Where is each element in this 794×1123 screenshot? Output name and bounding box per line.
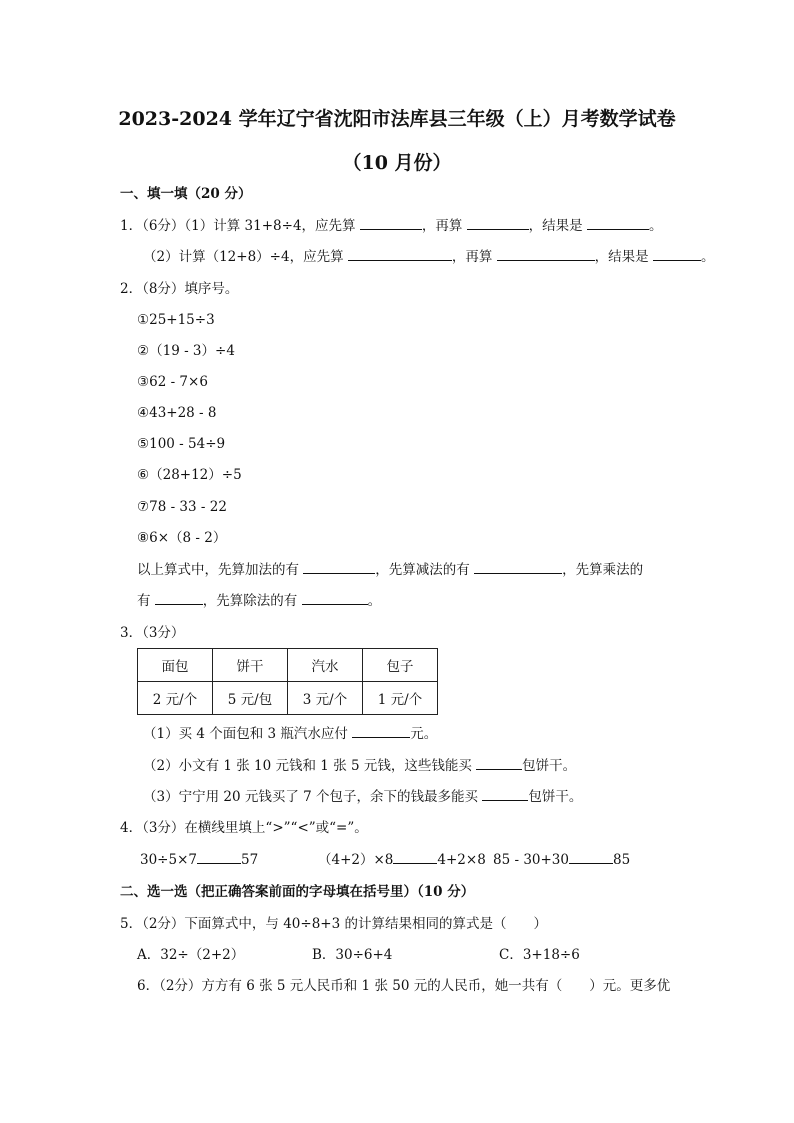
section-2-heading: 二、选一选（把正确答案前面的字母填在括号里）（10 分）	[120, 884, 475, 900]
q1a-text: 1．（6分）（1）计算 31+8÷4，应先算	[120, 218, 356, 234]
q3-sub-3	[143, 787, 582, 807]
price-table	[137, 648, 438, 715]
q3-sub1-text: （1）买 4 个面包和 3 瓶汽水应付	[143, 726, 348, 742]
q2-fill-text-5: ，先算除法的有	[202, 593, 298, 609]
q3-sub3-end: 包饼干。	[528, 789, 583, 805]
q2-item-1: ①25+15÷3	[137, 312, 215, 328]
q2-blank-mul[interactable]	[155, 591, 203, 605]
q2-fill-text-6: 。	[367, 593, 382, 609]
q2-fill-text-2: ，先算减法的有	[375, 562, 470, 578]
q4-e1-left: 30÷5×7	[140, 852, 197, 868]
q3-sub-1	[143, 724, 437, 744]
q2-blank-div[interactable]	[302, 591, 368, 605]
section-1-heading: 一、填一填（20 分）	[120, 186, 252, 202]
q5-option-b[interactable]: B．30÷6+4	[312, 947, 393, 963]
question-1-part-2	[143, 247, 714, 267]
q1a-blank-2[interactable]	[467, 216, 529, 230]
q4-e2-blank[interactable]	[393, 850, 437, 864]
q2-fill-text-1: 以上算式中，先算加法的有	[137, 562, 299, 578]
exam-subtitle: （10 月份）	[342, 152, 452, 174]
q2-item-6: ⑥（28+12）÷5	[137, 467, 242, 483]
q2-blank-sub[interactable]	[474, 560, 562, 574]
q4-e1-right: 57	[240, 852, 259, 868]
q1a-blank-1[interactable]	[360, 216, 422, 230]
price-table-cell: 5 元/包	[213, 682, 288, 715]
q1b-blank-3[interactable]	[653, 247, 701, 261]
q2-fill-line-1	[137, 560, 643, 580]
price-table-header: 汽水	[288, 649, 363, 682]
q1a-end: 。	[648, 218, 663, 234]
q2-item-8: ⑧6×（8 - 2）	[137, 530, 227, 546]
q4-e1-blank[interactable]	[197, 850, 241, 864]
q3-sub-2	[143, 756, 576, 776]
price-table-cell: 2 元/个	[138, 682, 213, 715]
question-5-stem: 5．（2分）下面算式中，与 40÷8+3 的计算结果相同的算式是（ ）	[120, 916, 547, 932]
q4-e2-left: （4+2）×8	[318, 852, 394, 868]
question-6-stem: 6．（2分）方方有 6 张 5 元人民币和 1 张 50 元的人民币，她一共有（ ）元。更多优	[137, 978, 671, 994]
q2-item-5: ⑤100 - 54÷9	[137, 436, 226, 452]
q1b-end: 。	[700, 249, 715, 265]
q5-option-a[interactable]: A．32÷（2+2）	[137, 947, 245, 963]
q4-expression-2	[318, 850, 486, 870]
q1b-blank-1[interactable]	[348, 247, 452, 261]
q4-e2-right: 4+2×8	[437, 852, 486, 868]
question-2-stem: 2．（8分）填序号。	[120, 281, 239, 297]
q2-item-7: ⑦78 - 33 - 22	[137, 499, 227, 515]
q4-e3-blank[interactable]	[569, 850, 613, 864]
q3-sub2-text: （2）小文有 1 张 10 元钱和 1 张 5 元钱，这些钱能买	[143, 758, 472, 774]
q2-fill-line-2	[137, 591, 381, 611]
q4-e3-left: 85 - 30+30	[493, 852, 569, 868]
price-table-value-row	[138, 682, 438, 715]
price-table-header: 饼干	[213, 649, 288, 682]
question-4-stem: 4．（3分）在横线里填上“>”“<”或“=”。	[120, 820, 368, 836]
price-table-header-row	[138, 649, 438, 682]
q1b-text-2: ，再算	[451, 249, 493, 265]
q1b-text: （2）计算（12+8）÷4，应先算	[143, 249, 344, 265]
price-table-cell: 1 元/个	[363, 682, 438, 715]
question-1-part-1	[120, 216, 662, 236]
price-table-header: 面包	[138, 649, 213, 682]
q1b-text-3: ，结果是	[594, 249, 649, 265]
q3-sub1-blank[interactable]	[352, 724, 410, 738]
price-table-header: 包子	[363, 649, 438, 682]
q1a-text-3: ，结果是	[528, 218, 583, 234]
q2-item-4: ④43+28 - 8	[137, 405, 217, 421]
q2-item-2: ②（19 - 3）÷4	[137, 343, 235, 359]
q3-sub1-end: 元。	[410, 726, 438, 742]
exam-title: 2023-2024 学年辽宁省沈阳市法库县三年级（上）月考数学试卷	[118, 108, 676, 130]
q3-sub3-text: （3）宁宁用 20 元钱买了 7 个包子，余下的钱最多能买	[143, 789, 479, 805]
q1b-blank-2[interactable]	[497, 247, 595, 261]
q3-sub2-blank[interactable]	[476, 756, 522, 770]
q3-sub3-blank[interactable]	[482, 787, 528, 801]
q1a-blank-3[interactable]	[587, 216, 649, 230]
q3-sub2-end: 包饼干。	[522, 758, 577, 774]
q2-fill-text-3: ，先算乘法的	[562, 562, 644, 578]
q2-blank-add[interactable]	[303, 560, 375, 574]
price-table-cell: 3 元/个	[288, 682, 363, 715]
q2-item-3: ③62 - 7×6	[137, 374, 208, 390]
q4-e3-right: 85	[613, 852, 631, 868]
question-3-stem: 3．（3分）	[120, 625, 185, 641]
q1a-text-2: ，再算	[421, 218, 463, 234]
q4-expression-3	[493, 850, 630, 870]
q2-fill-text-4: 有	[137, 593, 151, 609]
q4-expression-1	[140, 850, 258, 870]
q5-option-c[interactable]: C．3+18÷6	[499, 947, 580, 963]
